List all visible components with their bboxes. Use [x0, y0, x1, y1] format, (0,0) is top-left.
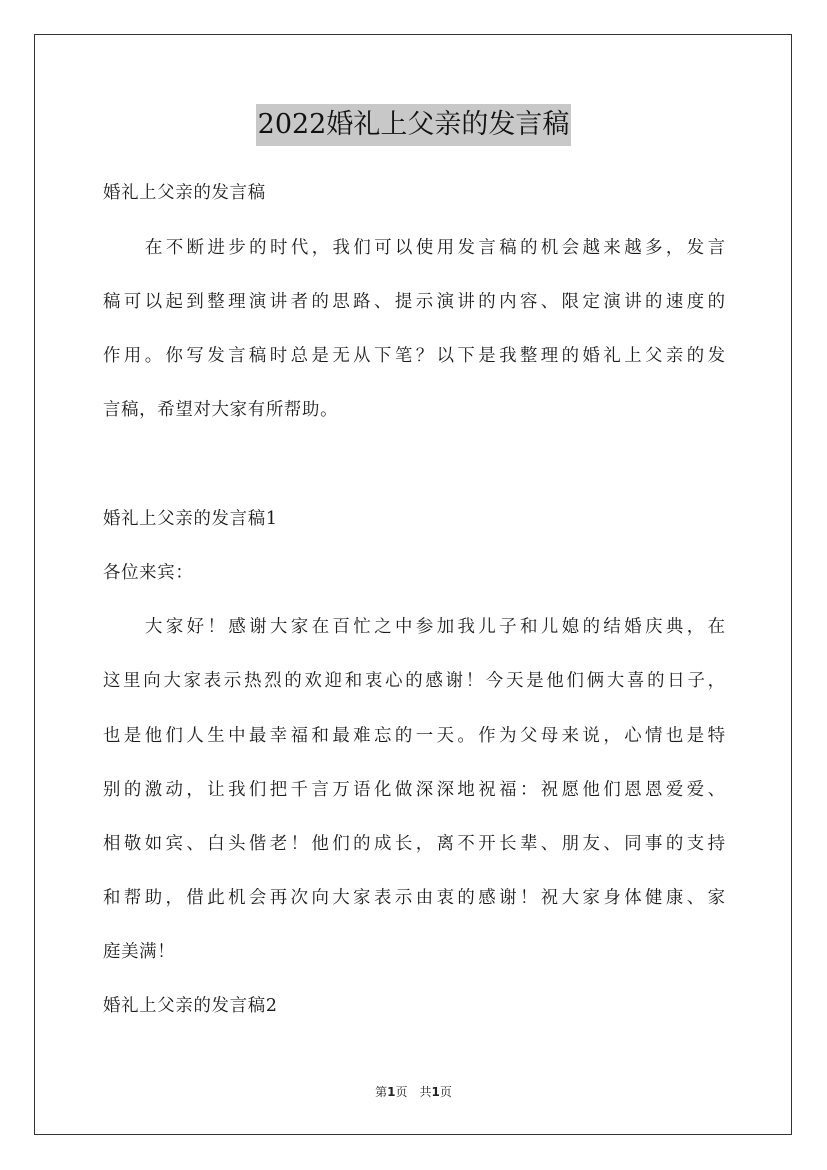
total-suffix: 页	[439, 1085, 452, 1099]
total-number: 1	[431, 1085, 440, 1099]
intro-line-1: 在不断进步的时代，我们可以使用发言稿的机会越来越多，发言	[145, 238, 725, 258]
document-title	[0, 103, 827, 146]
speech-line-6: 和帮助，借此机会再次向大家表示由衷的感谢！祝大家身体健康、家	[103, 888, 725, 908]
intro-line-3: 作用。你写发言稿时总是无从下笔？以下是我整理的婚礼上父亲的发	[103, 346, 725, 366]
section1-title: 婚礼上父亲的发言稿1	[103, 509, 278, 529]
speech-line-5: 相敬如宾、白头偕老！他们的成长，离不开长辈、朋友、同事的支持	[103, 834, 725, 854]
page-number: 1	[387, 1085, 396, 1099]
speech-line-2: 这里向大家表示热烈的欢迎和衷心的感谢！今天是他们俩大喜的日子，	[103, 671, 725, 691]
speech-line-1: 大家好！感谢大家在百忙之中参加我儿子和儿媳的结婚庆典，在	[145, 617, 725, 637]
page-suffix: 页	[395, 1085, 408, 1099]
speech-line-3: 也是他们人生中最幸福和最难忘的一天。作为父母来说，心情也是特	[103, 726, 725, 746]
page-footer	[0, 1084, 827, 1100]
intro-line-4: 言稿，希望对大家有所帮助。	[103, 400, 339, 420]
salutation: 各位来宾：	[103, 563, 194, 583]
page-prefix: 第	[375, 1085, 388, 1099]
total-prefix: 共	[419, 1085, 432, 1099]
speech-line-7: 庭美满！	[103, 942, 176, 962]
speech-line-4: 别的激动，让我们把千言万语化做深深地祝福：祝愿他们恩恩爱爱、	[103, 780, 725, 800]
document-title-text: 2022婚礼上父亲的发言稿	[256, 104, 572, 146]
intro-line-2: 稿可以起到整理演讲者的思路、提示演讲的内容、限定演讲的速度的	[103, 292, 725, 312]
document-heading: 婚礼上父亲的发言稿	[103, 183, 266, 203]
section2-title: 婚礼上父亲的发言稿2	[103, 996, 278, 1016]
